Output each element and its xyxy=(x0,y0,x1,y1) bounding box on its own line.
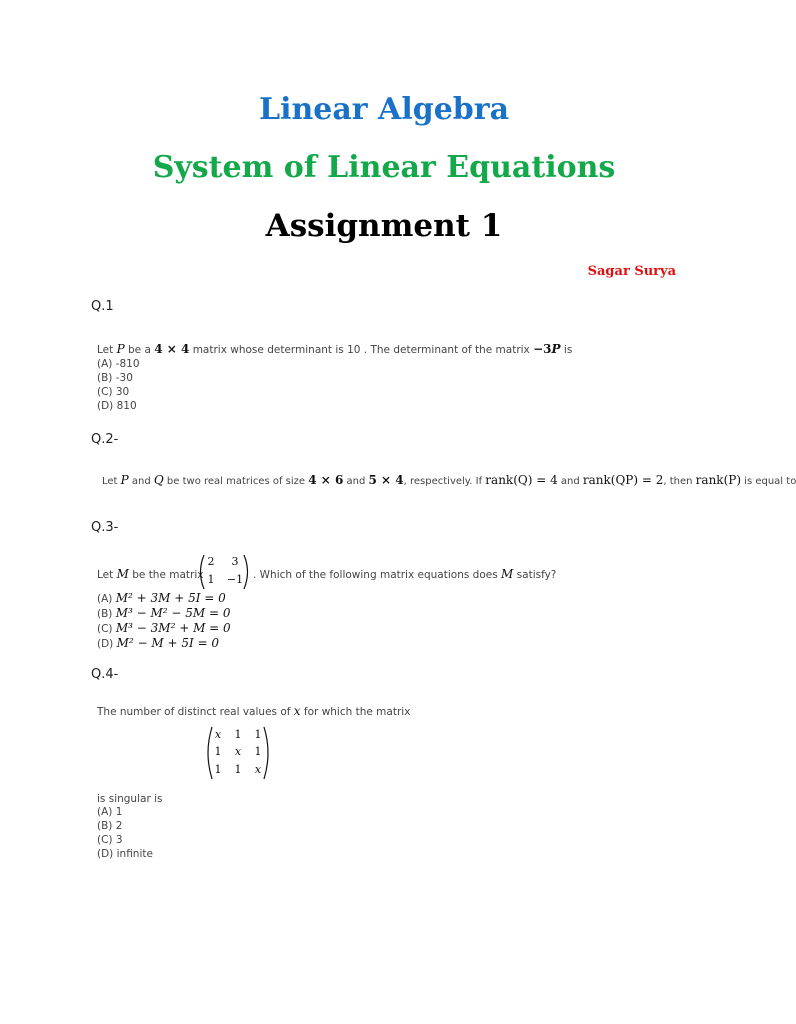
matrix-cell: 1 xyxy=(254,745,262,758)
matrix-cell: 1 xyxy=(207,573,215,586)
question-4-matrix xyxy=(204,725,272,781)
question-4-option-d: (D) infinite xyxy=(97,848,153,860)
document-title: Linear Algebra xyxy=(258,92,510,127)
question-1-stem: Let P be a 4 × 4 matrix whose determinant is 10 . The determinant of the matrix −3P is xyxy=(97,342,573,356)
matrix-cell: 1 xyxy=(234,728,242,741)
matrix-cell: −1 xyxy=(226,573,244,586)
question-1-label: Q.1 xyxy=(91,299,114,314)
question-4-label: Q.4- xyxy=(91,667,119,682)
question-1-option-d: (D) 810 xyxy=(97,400,137,412)
question-3-option-d: (D) M² − M + 5I = 0 xyxy=(97,636,220,650)
question-3-option-a: (A) M² + 3M + 5I = 0 xyxy=(97,591,226,605)
question-3-label: Q.3- xyxy=(91,520,119,535)
question-4-stem-end: is singular is xyxy=(97,793,163,805)
question-4-option-b: (B) 2 xyxy=(97,820,123,832)
matrix-cell: 2 xyxy=(207,555,215,568)
question-4-option-a: (A) 1 xyxy=(97,806,123,818)
matrix-cell: x xyxy=(234,745,242,758)
question-3-matrix xyxy=(197,553,251,591)
question-1-option-a: (A) -810 xyxy=(97,358,140,370)
question-3-option-b: (B) M³ − M² − 5M = 0 xyxy=(97,606,231,620)
matrix-cell: 1 xyxy=(254,728,262,741)
document-subtitle: System of Linear Equations xyxy=(152,150,616,185)
matrix-cell: 1 xyxy=(214,745,222,758)
question-3-option-c: (C) M³ − 3M² + M = 0 xyxy=(97,621,231,635)
question-4-stem: The number of distinct real values of x for which the matrix xyxy=(97,704,411,718)
matrix-cell: 3 xyxy=(231,555,239,568)
matrix-cell: x xyxy=(214,728,222,741)
matrix-cell: x xyxy=(254,763,262,776)
question-3-stem-start: Let M be the matrix xyxy=(97,567,204,581)
assignment-heading: Assignment 1 xyxy=(265,208,503,244)
question-3-stem-end: . Which of the following matrix equations does M satisfy? xyxy=(253,567,557,581)
question-1-option-c: (C) 30 xyxy=(97,386,130,398)
matrix-cell: 1 xyxy=(214,763,222,776)
question-2-stem: Let P and Q be two real matrices of size 4 × 6 and 5 × 4, respectively. If rank(Q) = 4 and rank(QP) = 2, then rank(P) is equal to xyxy=(102,473,796,487)
author-name: Sagar Surya xyxy=(587,264,676,279)
question-1-option-b: (B) -30 xyxy=(97,372,133,384)
question-2-label: Q.2- xyxy=(91,432,119,447)
question-4-option-c: (C) 3 xyxy=(97,834,123,846)
matrix-cell: 1 xyxy=(234,763,242,776)
